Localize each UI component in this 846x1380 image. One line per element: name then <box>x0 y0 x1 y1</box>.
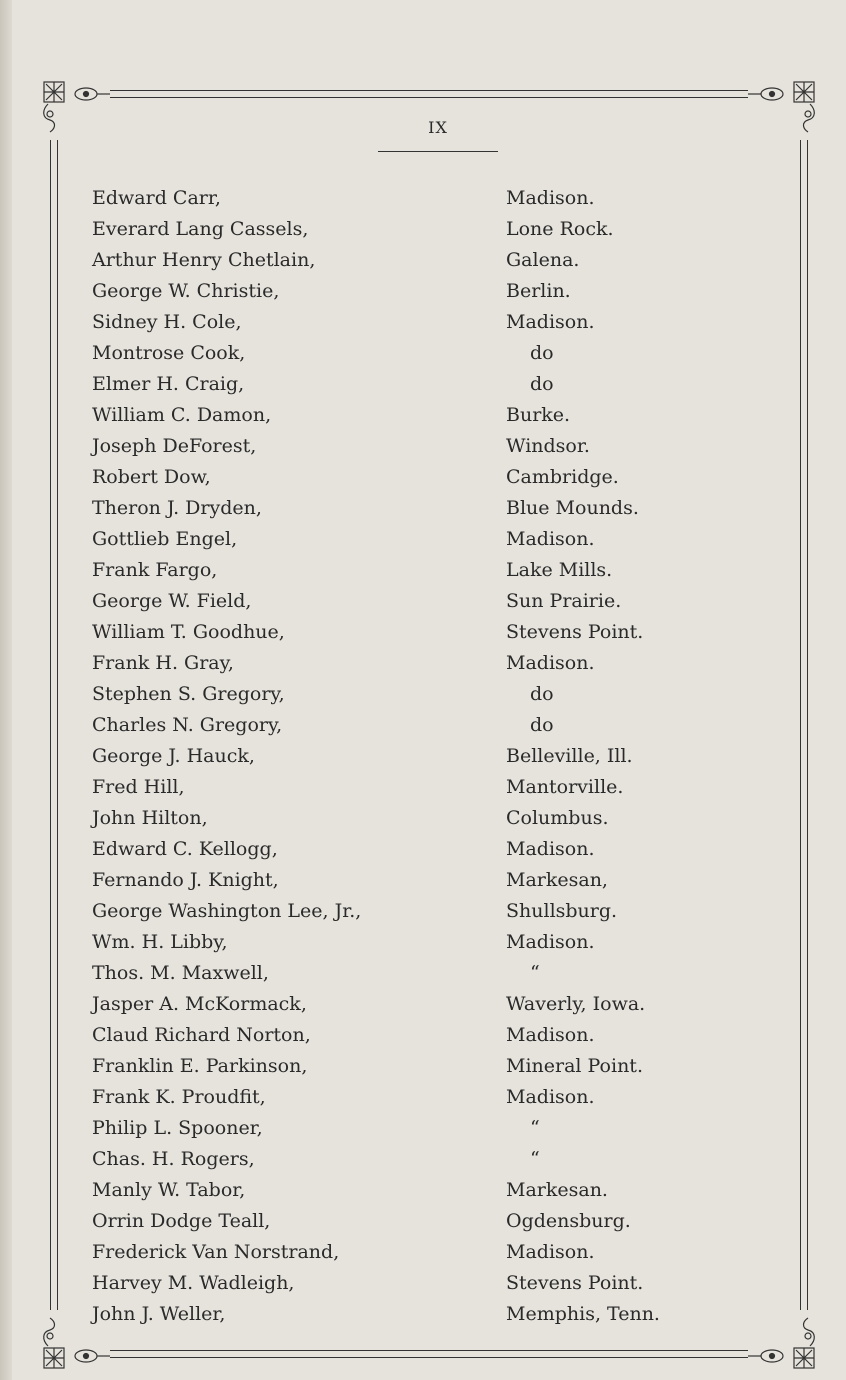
roster-row <box>92 1206 692 1237</box>
student-name: Robert Dow, <box>92 466 211 488</box>
student-name: Sidney H. Cole, <box>92 311 242 333</box>
student-residence: do <box>530 683 554 705</box>
corner-ornament-icon <box>748 1312 818 1372</box>
border-rule-top <box>110 90 748 98</box>
student-name: Manly W. Tabor, <box>92 1179 246 1201</box>
student-residence: Sun Prairie. <box>506 590 622 612</box>
roster-row <box>92 1175 692 1206</box>
roster-list <box>92 183 692 1330</box>
student-residence: do <box>530 373 554 395</box>
roster-row <box>92 276 692 307</box>
roster-row <box>92 462 692 493</box>
student-residence: Waverly, Iowa. <box>506 993 646 1015</box>
student-name: Frederick Van Norstrand, <box>92 1241 340 1263</box>
border-rule-left <box>50 140 58 1310</box>
roster-row <box>92 617 692 648</box>
roster-row <box>92 896 692 927</box>
roster-row <box>92 1299 692 1330</box>
student-residence: do <box>530 342 554 364</box>
roster-row <box>92 1051 692 1082</box>
roster-row <box>92 710 692 741</box>
roster-row <box>92 1082 692 1113</box>
roster-row <box>92 1144 692 1175</box>
roster-row <box>92 338 692 369</box>
roster-row <box>92 679 692 710</box>
roster-row <box>92 1113 692 1144</box>
student-residence: Memphis, Tenn. <box>506 1303 660 1325</box>
roster-row <box>92 307 692 338</box>
student-residence: Belleville, Ill. <box>506 745 633 767</box>
student-name: Montrose Cook, <box>92 342 246 364</box>
student-name: George W. Field, <box>92 590 252 612</box>
student-name: George W. Christie, <box>92 280 280 302</box>
roster-row <box>92 648 692 679</box>
student-name: William T. Goodhue, <box>92 621 285 643</box>
border-rule-bottom <box>110 1350 748 1358</box>
student-residence: Stevens Point. <box>506 621 644 643</box>
roster-row <box>92 183 692 214</box>
student-name: Joseph DeForest, <box>92 435 257 457</box>
student-residence: Lake Mills. <box>506 559 613 581</box>
student-name: Jasper A. McKormack, <box>92 993 307 1015</box>
student-name: George J. Hauck, <box>92 745 255 767</box>
student-residence: Madison. <box>506 931 595 953</box>
student-name: Philip L. Spooner, <box>92 1117 263 1139</box>
student-name: Charles N. Gregory, <box>92 714 283 736</box>
student-residence: Madison. <box>506 187 595 209</box>
student-residence: Madison. <box>506 528 595 550</box>
student-name: Frank Fargo, <box>92 559 218 581</box>
student-name: Fernando J. Knight, <box>92 869 279 891</box>
student-name: John J. Weller, <box>92 1303 226 1325</box>
student-residence: Madison. <box>506 652 595 674</box>
student-residence: “ <box>530 962 540 984</box>
student-residence: Cambridge. <box>506 466 619 488</box>
student-residence: Madison. <box>506 311 595 333</box>
student-name: Stephen S. Gregory, <box>92 683 285 705</box>
roster-row <box>92 741 692 772</box>
student-name: Theron J. Dryden, <box>92 497 262 519</box>
student-name: Thos. M. Maxwell, <box>92 962 269 984</box>
student-name: Chas. H. Rogers, <box>92 1148 255 1170</box>
page-number: IX <box>428 118 448 137</box>
student-residence: “ <box>530 1148 540 1170</box>
roster-row <box>92 803 692 834</box>
roster-row <box>92 927 692 958</box>
student-name: John Hilton, <box>92 807 208 829</box>
student-residence: Shullsburg. <box>506 900 618 922</box>
roster-row <box>92 493 692 524</box>
roster-row <box>92 1268 692 1299</box>
roster-row <box>92 555 692 586</box>
student-residence: Berlin. <box>506 280 571 302</box>
student-residence: Markesan, <box>506 869 608 891</box>
student-name: Elmer H. Craig, <box>92 373 245 395</box>
student-residence: Lone Rock. <box>506 218 614 240</box>
student-name: Edward C. Kellogg, <box>92 838 278 860</box>
student-name: Franklin E. Parkinson, <box>92 1055 308 1077</box>
student-name: Frank K. Proudfit, <box>92 1086 266 1108</box>
roster-row <box>92 214 692 245</box>
student-residence: Blue Mounds. <box>506 497 639 519</box>
roster-row <box>92 772 692 803</box>
roster-row <box>92 245 692 276</box>
roster-row <box>92 524 692 555</box>
student-name: Edward Carr, <box>92 187 221 209</box>
student-residence: Mantorville. <box>506 776 624 798</box>
roster-row <box>92 989 692 1020</box>
student-name: Everard Lang Cassels, <box>92 218 309 240</box>
corner-ornament-icon <box>748 78 818 138</box>
page-number-rule <box>378 151 498 152</box>
roster-row <box>92 369 692 400</box>
student-name: Arthur Henry Chetlain, <box>92 249 316 271</box>
student-residence: Madison. <box>506 1086 595 1108</box>
roster-row <box>92 865 692 896</box>
student-residence: Galena. <box>506 249 580 271</box>
student-name: Orrin Dodge Teall, <box>92 1210 271 1232</box>
student-residence: Columbus. <box>506 807 609 829</box>
roster-row <box>92 1237 692 1268</box>
student-residence: do <box>530 714 554 736</box>
student-name: William C. Damon, <box>92 404 272 426</box>
corner-ornament-icon <box>40 78 110 138</box>
roster-row <box>92 834 692 865</box>
roster-row <box>92 1020 692 1051</box>
student-residence: Madison. <box>506 1241 595 1263</box>
roster-row <box>92 958 692 989</box>
student-residence: “ <box>530 1117 540 1139</box>
student-name: Gottlieb Engel, <box>92 528 238 550</box>
student-name: Claud Richard Norton, <box>92 1024 311 1046</box>
student-residence: Mineral Point. <box>506 1055 643 1077</box>
student-residence: Madison. <box>506 838 595 860</box>
student-name: Harvey M. Wadleigh, <box>92 1272 295 1294</box>
student-name: Fred Hill, <box>92 776 185 798</box>
page-edge <box>0 0 12 1380</box>
student-name: Frank H. Gray, <box>92 652 234 674</box>
roster-row <box>92 586 692 617</box>
student-residence: Stevens Point. <box>506 1272 644 1294</box>
roster-row <box>92 431 692 462</box>
student-residence: Ogdensburg. <box>506 1210 631 1232</box>
student-residence: Burke. <box>506 404 571 426</box>
border-rule-right <box>800 140 808 1310</box>
student-residence: Markesan. <box>506 1179 608 1201</box>
roster-row <box>92 400 692 431</box>
student-residence: Madison. <box>506 1024 595 1046</box>
student-name: Wm. H. Libby, <box>92 931 228 953</box>
student-residence: Windsor. <box>506 435 590 457</box>
student-name: George Washington Lee, Jr., <box>92 900 362 922</box>
